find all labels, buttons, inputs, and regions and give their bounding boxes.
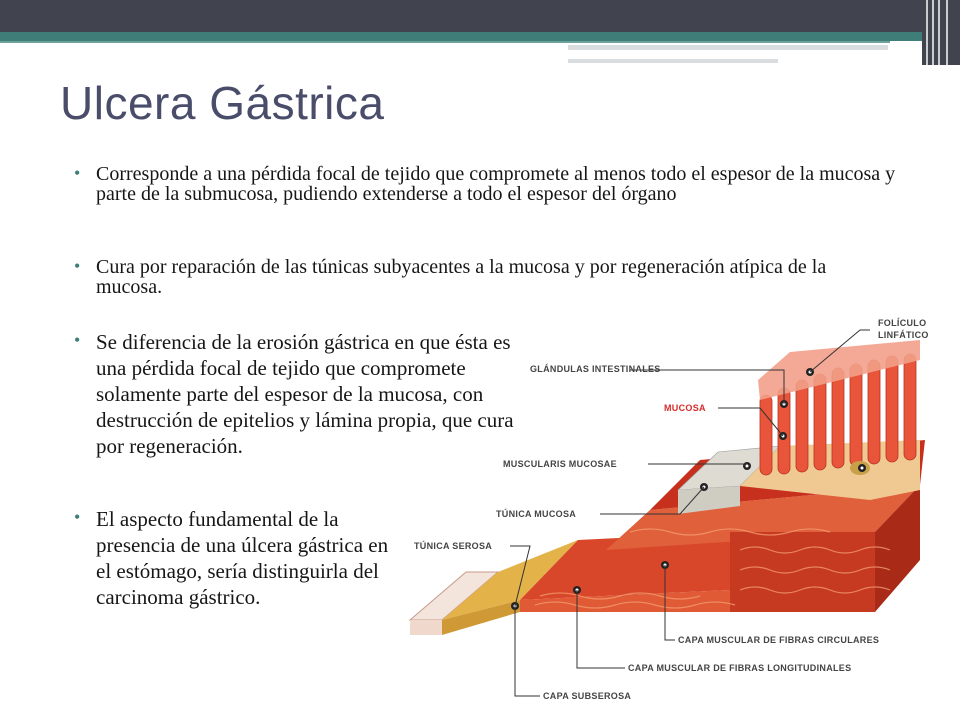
bullet-marker: • <box>74 330 81 350</box>
label-tunica-mucosa: TÚNICA MUCOSA <box>496 509 577 519</box>
slide-title: Ulcera Gástrica <box>60 77 385 129</box>
stomach-wall-diagram <box>400 300 960 720</box>
bullet-text-4: El aspecto fundamental de la presencia de una úlcera gástrica en el estómago, sería distinguirla del carcinoma gástrico. <box>96 507 389 609</box>
header-rule <box>0 41 890 43</box>
slide-header-accent <box>0 32 960 41</box>
label-mucosa: MUCOSA <box>664 403 706 413</box>
slide-header-bar <box>0 0 960 32</box>
label-tunica-serosa: TÚNICA SEROSA <box>414 541 493 551</box>
bullet-marker: • <box>74 163 81 183</box>
header-rule <box>568 59 778 63</box>
bullet-text-2: Cura por reparación de las túnicas subyacentes a la mucosa y por regeneración atípica de la mucosa. <box>96 256 827 298</box>
label-capa-longitudinal: CAPA MUSCULAR DE FIBRAS LONGITUDINALES <box>628 663 852 673</box>
bullet-text-1: Corresponde a una pérdida focal de tejido que compromete al menos todo el espesor de la mucosa y parte de la submucosa, pudiendo extenderse a todo el espesor del órgano <box>96 163 896 205</box>
header-rule <box>568 45 888 50</box>
serosa-layer-side <box>410 620 442 635</box>
header-stripes <box>922 0 960 65</box>
bullet-marker: • <box>74 256 81 276</box>
bullet-text-3: Se diferencia de la erosión gástrica en que ésta es una pérdida focal de tejido que compromete solamente parte del espesor de la mucosa, con destrucción de epitelios y lámina propia, que cura por regeneración. <box>96 330 514 458</box>
label-linfatico: LINFÁTICO <box>878 330 929 340</box>
label-glandulas: GLÁNDULAS INTESTINALES <box>530 364 661 374</box>
label-capa-subserosa: CAPA SUBSEROSA <box>543 691 632 701</box>
label-capa-circular: CAPA MUSCULAR DE FIBRAS CIRCULARES <box>678 635 880 645</box>
label-muscularis-mucosae: MUSCULARIS MUCOSAE <box>503 459 617 469</box>
bullet-marker: • <box>74 507 81 527</box>
label-foliculo: FOLÍCULO <box>878 318 927 328</box>
